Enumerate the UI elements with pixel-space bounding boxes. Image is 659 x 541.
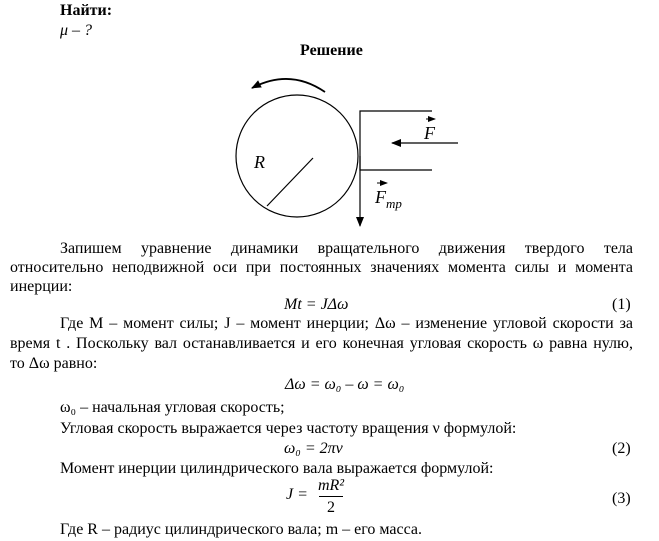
paragraph-1-line-2: относительно неподвижной оси при постоянных значениях момента силы и момента: [10, 259, 633, 276]
equation-3-numerator: mR²: [317, 477, 345, 494]
radius-line: [267, 158, 313, 206]
given-heading: Найти:: [60, 2, 113, 19]
paragraph-2-line-2: время t . Поскольку вал останавливается и его конечная угловая скорость ω равна нулю,: [10, 335, 633, 352]
paragraph-4: Момент инерции цилиндрического вала выражается формулой:: [60, 460, 494, 477]
omega0-definition: ω₀ – начальная угловая скорость;: [60, 399, 285, 416]
paragraph-2-line-3: то Δω равно:: [10, 355, 98, 372]
equation-3-number: (3): [612, 490, 631, 507]
equation-2: ω₀ = 2πν: [284, 440, 343, 457]
equation-delta-omega: Δω = ω₀ – ω = ω₀: [285, 376, 405, 393]
label-R: R: [254, 152, 265, 172]
solution-heading: Решение: [300, 42, 363, 59]
label-F: F: [424, 123, 435, 143]
paragraph-5: Где R – радиус цилиндрического вала; m – его масса.: [60, 521, 423, 538]
paragraph-1-line-3: инерции:: [10, 278, 73, 295]
unknown-quantity: μ – ?: [60, 22, 93, 39]
fraction-bar: [319, 496, 343, 497]
equation-3-denominator: 2: [327, 499, 335, 516]
equation-3-lhs: J =: [286, 486, 308, 503]
equation-1: Mt = JΔω: [284, 296, 349, 313]
paragraph-1-line-1: Запишем уравнение динамики вращательного движения твердого тела: [60, 240, 633, 257]
label-Ffr-sub: тр: [386, 196, 402, 211]
equation-2-number: (2): [612, 440, 631, 457]
paragraph-2-line-1: Где M – момент силы; J – момент инерции; Δω – изменение угловой скорости за: [60, 315, 633, 332]
label-Ffr: F: [375, 187, 386, 207]
equation-1-number: (1): [612, 296, 631, 313]
brake-block: [360, 111, 432, 170]
rotation-arrow: [252, 79, 325, 92]
paragraph-3: Угловая скорость выражается через частоту вращения ν формулой:: [60, 420, 517, 437]
